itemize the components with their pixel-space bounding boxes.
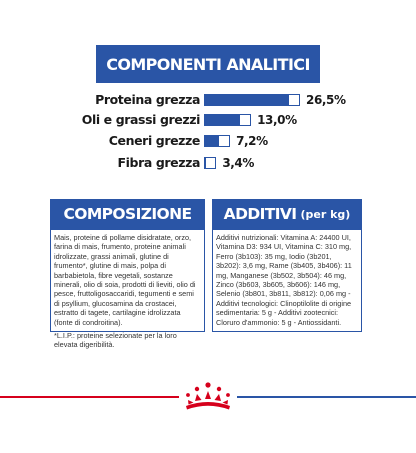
analytical-row-bar-fill xyxy=(205,95,289,105)
additives-title-suffix: (per kg) xyxy=(300,207,351,221)
analytical-components-header xyxy=(96,45,320,83)
royal-canin-crown-icon xyxy=(179,380,237,414)
composition-header xyxy=(50,199,205,229)
analytical-row-value: 13,0% xyxy=(257,113,297,127)
composition-text: Mais, proteine di pollame disidratate, orzo, farina di mais, frumento, proteine animali idrolizzate, grassi animali, glutine di frumento*, glutine di mais, polpa di barbabietola, fibre vegetali, sostanze minerali, olio di soia, prodotti di lieviti, olio di pesce, fruttoligosaccaridi, tegumenti e semi di psyllium, glucosamina da crostacei, estratto di tagete, cartilagine idrolizzata (fonte di condroitina). xyxy=(54,233,196,327)
analytical-row-label: Oli e grassi grezzi xyxy=(81,112,200,127)
analytical-row-label: Ceneri grezze xyxy=(108,133,200,148)
analytical-row xyxy=(0,92,416,108)
analytical-row-bar-fill xyxy=(205,115,240,125)
analytical-row xyxy=(0,112,416,128)
analytical-row-bar xyxy=(204,114,251,126)
additives-header xyxy=(212,199,362,229)
analytical-row-bar xyxy=(204,135,230,147)
analytical-row-bar xyxy=(204,94,300,106)
additives-panel xyxy=(212,229,362,332)
footer-blue-line xyxy=(208,396,416,398)
composition-title: COMPOSIZIONE xyxy=(63,205,192,223)
analytical-row xyxy=(0,155,416,171)
analytical-row-value: 3,4% xyxy=(222,156,254,170)
analytical-row xyxy=(0,133,416,149)
composition-note: *L.I.P.: proteine selezionate per la loro elevata digeribilità. xyxy=(54,331,177,350)
analytical-row-value: 7,2% xyxy=(236,134,268,148)
analytical-row-label: Proteina grezza xyxy=(95,92,200,107)
footer-red-line xyxy=(0,396,208,398)
analytical-row-label: Fibra grezza xyxy=(117,155,200,170)
analytical-row-bar-fill xyxy=(205,136,219,146)
analytical-row-value: 26,5% xyxy=(306,93,346,107)
composition-panel xyxy=(50,229,205,350)
analytical-row-bar xyxy=(204,157,216,169)
additives-title: ADDITIVI xyxy=(223,205,297,223)
analytical-components-title: COMPONENTI ANALITICI xyxy=(106,54,310,74)
additives-text: Additivi nutrizionali: Vitamina A: 24400 UI, Vitamina D3: 934 UI, Vitamina C: 310 mg, Ferro (3b103): 35 mg, Iodio (3b201, 3b202): 3,6 mg, Rame (3b405, 3b406): 11 mg, Manganese (3b502, 3b504): 46 mg, Zinco (3b603, 3b605, 3b606): 146 mg, Selenio (3b801, 3b811, 3b812): 0,06 mg - Additivi tecnologici: Clinoptilolite di origine sedimentaria: 5 g - Additivi zootecnici: Cloruro d'ammonio: 5 g - Antiossidanti. xyxy=(216,233,352,327)
